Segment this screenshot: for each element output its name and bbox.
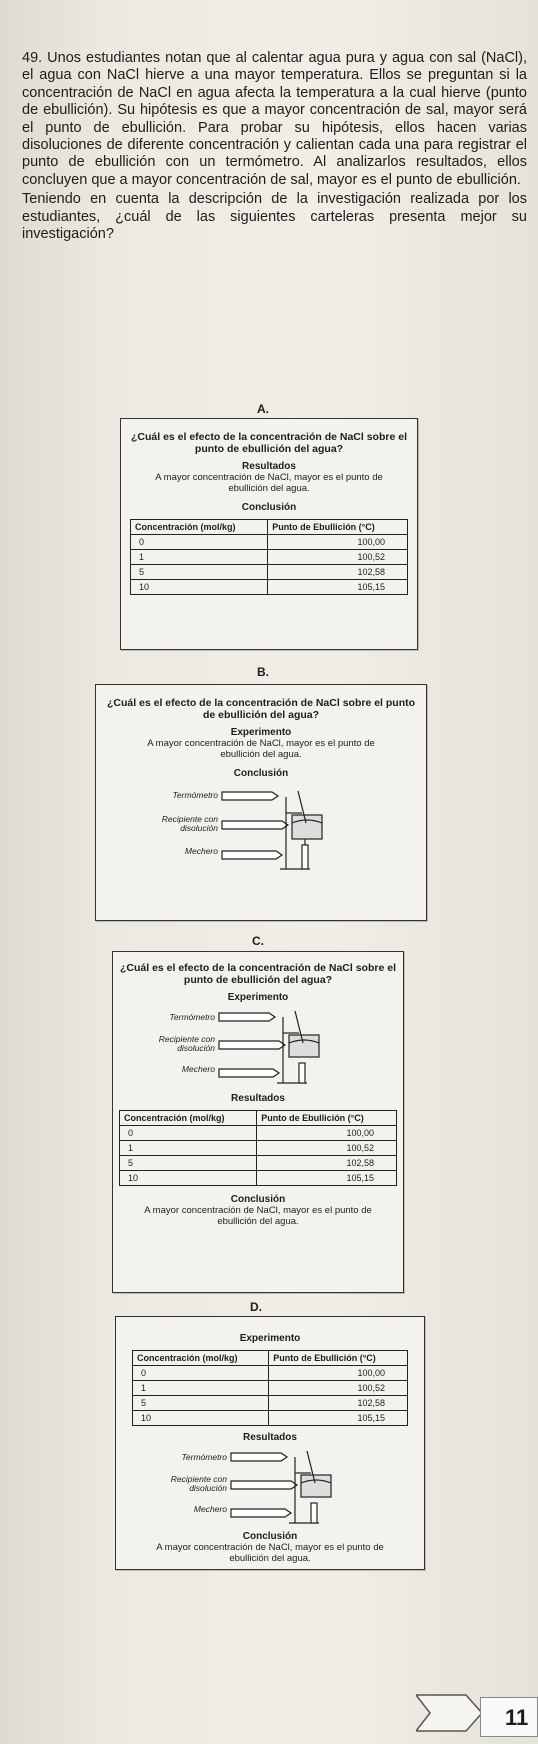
thermometer-label: Termómetro [172, 790, 218, 800]
option-d-section-experiment: Experimento [239, 1333, 301, 1344]
table-row: 1 100,52 [120, 1141, 397, 1156]
option-b-experiment-text: A mayor concentración de NaCl, mayor es el punto de ebullición del agua. [147, 738, 375, 760]
option-c-poster[interactable] [112, 951, 404, 1293]
option-b-poster[interactable] [95, 684, 427, 921]
table-header-boiling-point: Punto de Ebullición (°C) [269, 1351, 408, 1366]
lab-apparatus-icon [220, 783, 360, 873]
burner-label: Mechero [193, 1504, 227, 1514]
table-row: 0 100,00 [133, 1366, 408, 1381]
option-b-section-experiment: Experimento [230, 727, 292, 738]
page-number: 11 [480, 1697, 538, 1737]
option-c-section-conclusion: Conclusión [230, 1194, 286, 1205]
option-a-poster[interactable] [120, 418, 418, 650]
container-label: Recipiente con disolución [170, 1474, 227, 1493]
table-row: 0 100,00 [131, 535, 408, 550]
table-header-concentration: Concentración (mol/kg) [131, 520, 268, 535]
option-a-table [130, 519, 408, 595]
question-paragraph-1 [22, 50, 527, 189]
question-stem: Unos estudiantes notan que al calentar agua pura y agua con sal (NaCl), el agua con NaCl hierve a una mayor temperatura. Ellos se preguntan si la concentración de NaCl en agua afecta la temperatura a la cual hierve (punto de ebullición). Su hipótesis es que a mayor concentración de sal, mayor será el punto de ebullición. Para probar su hipótesis, ellos hacen varias disoluciones de diferente concentración y calientan cada una para registrar el punto de ebullición con un termómetro. Al analizarlos resultados, ellos concluyen que a mayor concentración de sal, mayor es el punto de ebullición. [22, 50, 528, 188]
table-header-boiling-point: Punto de Ebullición (°C) [257, 1111, 397, 1126]
page-tab-arrow-icon [416, 1694, 486, 1732]
thermometer-label: Termómetro [169, 1012, 215, 1022]
option-d-conclusion-text: A mayor concentración de NaCl, mayor es el punto de ebullición del agua. [156, 1542, 384, 1564]
burner-label: Mechero [184, 846, 218, 856]
option-c-section-experiment: Experimento [227, 992, 289, 1003]
option-d-table [132, 1350, 408, 1426]
burner-label: Mechero [181, 1064, 215, 1074]
table-header-concentration: Concentración (mol/kg) [120, 1111, 257, 1126]
option-c-section-results: Resultados [231, 1093, 285, 1104]
question-number: 49. [22, 50, 43, 66]
table-header-boiling-point: Punto de Ebullición (°C) [268, 520, 408, 535]
table-row: 1 100,52 [133, 1381, 408, 1396]
option-c-title: ¿Cuál es el efecto de la concentración de NaCl sobre el punto de ebullición del agua? [119, 962, 396, 986]
question-49 [22, 50, 527, 245]
option-c-apparatus [153, 1007, 363, 1087]
option-b-apparatus [156, 783, 366, 873]
option-c-table [119, 1110, 397, 1186]
option-d-section-conclusion: Conclusión [242, 1531, 298, 1542]
table-row: 5 102,58 [131, 565, 408, 580]
table-row: 10 105,15 [120, 1171, 397, 1186]
container-label: Recipiente con disolución [158, 1034, 215, 1053]
table-row: 0 100,00 [120, 1126, 397, 1141]
option-d-poster[interactable] [115, 1316, 425, 1570]
option-a-section-conclusion: Conclusión [241, 502, 297, 513]
option-c-letter[interactable]: C. [252, 934, 264, 948]
table-header-concentration: Concentración (mol/kg) [133, 1351, 269, 1366]
table-row: 5 102,58 [120, 1156, 397, 1171]
table-row: 5 102,58 [133, 1396, 408, 1411]
option-d-letter[interactable]: D. [250, 1300, 262, 1314]
option-d-section-results: Resultados [243, 1432, 297, 1443]
table-row: 10 105,15 [133, 1411, 408, 1426]
question-prompt: Teniendo en cuenta la descripción de la investigación realizada por los estudiantes, ¿cuál de las siguientes carteleras presenta mejor su investigación? [22, 191, 527, 243]
option-a-results-text: A mayor concentración de NaCl, mayor es el punto de ebullición del agua. [155, 472, 383, 494]
table-row: 10 105,15 [131, 580, 408, 595]
lab-apparatus-icon [217, 1007, 357, 1087]
option-b-letter[interactable]: B. [257, 665, 269, 679]
option-a-title: ¿Cuál es el efecto de la concentración de NaCl sobre el punto de ebullición del agua? [130, 431, 407, 455]
lab-apparatus-icon [229, 1447, 369, 1527]
table-row: 1 100,52 [131, 550, 408, 565]
option-c-conclusion-text: A mayor concentración de NaCl, mayor es el punto de ebullición del agua. [144, 1205, 372, 1227]
option-a-letter[interactable]: A. [257, 402, 269, 416]
option-b-title: ¿Cuál es el efecto de la concentración de NaCl sobre el punto de ebullición del agua? [106, 697, 416, 721]
container-label: Recipiente con disolución [161, 814, 218, 833]
option-b-section-conclusion: Conclusión [233, 768, 289, 779]
option-d-apparatus [165, 1447, 375, 1527]
option-a-section-results: Resultados [242, 461, 296, 472]
thermometer-label: Termómetro [181, 1452, 227, 1462]
